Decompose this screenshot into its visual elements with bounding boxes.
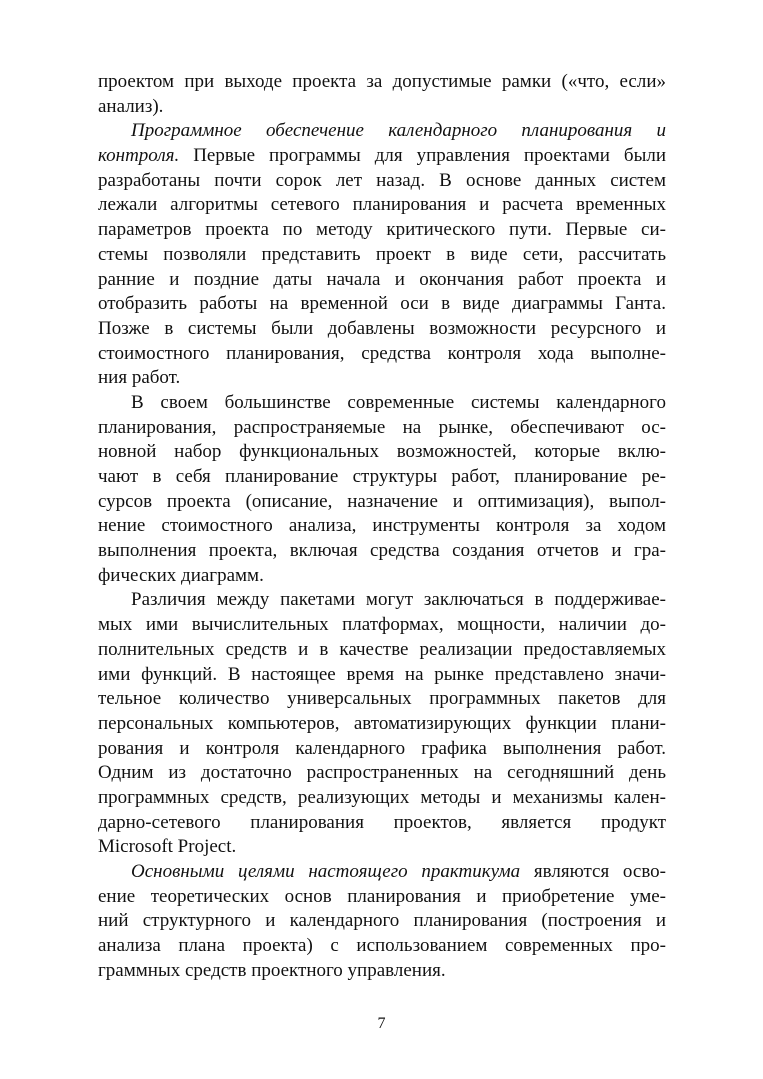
text-line [98, 440, 666, 465]
line-text: новной набор функциональных возможностей, которые вклю- [98, 441, 666, 463]
document-page [98, 70, 666, 983]
line-text: граммных средств проектного управления. [98, 959, 446, 981]
paragraph [98, 119, 666, 391]
text-line [98, 268, 666, 293]
line-text: ранние и поздние даты начала и окончания работ проекта и [98, 268, 666, 290]
line-text: анализ). [98, 95, 164, 117]
page-number: 7 [377, 1015, 386, 1032]
line-text: сурсов проекта (описание, назначение и оптимизация), выпол- [98, 490, 666, 512]
text-line [98, 465, 666, 490]
line-text: стемы позволяли представить проект в виде сети, рассчитать [98, 243, 666, 265]
line-text: разработаны почти сорок лет назад. В основе данных систем [98, 169, 666, 191]
line-text: Одним из достаточно распространенных на сегодняшний день [98, 762, 666, 784]
line-text: тельное количество универсальных программных пакетов для [98, 688, 666, 710]
text-line [98, 243, 666, 268]
text-line [98, 539, 666, 564]
text-body [98, 70, 666, 983]
text-line [98, 564, 666, 589]
line-text: анализа плана проекта) с использованием современных про- [98, 935, 666, 957]
line-text: отобразить работы на временной оси в виде диаграммы Ганта. [98, 293, 666, 315]
text-line [98, 638, 666, 663]
text-line [98, 391, 666, 416]
line-text: Microsoft Project. [98, 836, 237, 858]
italic-phrase: Программное обеспечение календарного планирования и [131, 120, 666, 142]
text-line [98, 860, 666, 885]
paragraph [98, 588, 666, 860]
line-text: фических диаграмм. [98, 564, 264, 586]
line-text: дарно-сетевого планирования проектов, является продукт [98, 811, 666, 833]
paragraph [98, 70, 666, 119]
line-text: планирования, распространяемые на рынке, обеспечивают ос- [98, 416, 666, 438]
text-line [98, 885, 666, 910]
line-text: Позже в системы были добавлены возможности ресурсного и [98, 317, 666, 339]
text-line [98, 761, 666, 786]
line-text: являются осво- [520, 861, 666, 882]
text-line [98, 292, 666, 317]
text-line [98, 490, 666, 515]
line-text: параметров проекта по методу критического пути. Первые си- [98, 219, 666, 241]
paragraph [98, 391, 666, 589]
line-text: рования и контроля календарного графика выполнения работ. [98, 737, 666, 759]
line-text: В своем большинстве современные системы календарного [131, 391, 666, 413]
line-text: полнительных средств и в качестве реализации предоставляемых [98, 638, 666, 660]
text-line [98, 317, 666, 342]
line-text: ение теоретических основ планирования и приобретение уме- [98, 885, 666, 907]
line-text: стоимостного планирования, средства контроля хода выполне- [98, 342, 666, 364]
line-text: Первые программы для управления проектами были [179, 145, 666, 167]
text-line [98, 811, 666, 836]
text-line [98, 70, 666, 95]
text-line [98, 959, 666, 984]
line-text: мых ими вычислительных платформах, мощности, наличии до- [98, 614, 666, 636]
line-text: ний структурного и календарного планирования (построения и [98, 910, 666, 932]
line-text: проектом при выходе проекта за допустимые рамки («что, если» [98, 71, 666, 92]
text-line [98, 835, 666, 860]
line-text: ими функций. В настоящее время на рынке представлено значи- [98, 663, 666, 685]
text-line [98, 934, 666, 959]
text-line [98, 613, 666, 638]
line-text: программных средств, реализующих методы и механизмы кален- [98, 786, 666, 808]
text-line [98, 909, 666, 934]
line-text: выполнения проекта, включая средства создания отчетов и гра- [98, 540, 666, 562]
text-line [98, 687, 666, 712]
text-line [98, 588, 666, 613]
line-text: Различия между пакетами могут заключаться в поддерживае- [131, 589, 666, 611]
text-line [98, 514, 666, 539]
text-line [98, 95, 666, 120]
text-line [98, 218, 666, 243]
text-line [98, 737, 666, 762]
text-line [98, 416, 666, 441]
text-line [98, 712, 666, 737]
italic-phrase: контроля. [98, 145, 180, 167]
line-text: лежали алгоритмы сетевого планирования и расчета временных [98, 194, 666, 216]
text-line [98, 342, 666, 367]
text-line [98, 144, 666, 169]
line-text: ния работ. [98, 367, 181, 389]
italic-phrase: Основными целями настоящего практикума [131, 861, 521, 882]
text-line [98, 119, 666, 144]
line-text: чают в себя планирование структуры работ, планирование ре- [98, 466, 666, 487]
text-line [98, 366, 666, 391]
text-line [98, 193, 666, 218]
text-line [98, 169, 666, 194]
line-text: персональных компьютеров, автоматизирующих функции плани- [98, 712, 666, 734]
line-text: нение стоимостного анализа, инструменты контроля за ходом [98, 515, 666, 537]
text-line [98, 786, 666, 811]
text-line [98, 663, 666, 688]
paragraph [98, 860, 666, 983]
